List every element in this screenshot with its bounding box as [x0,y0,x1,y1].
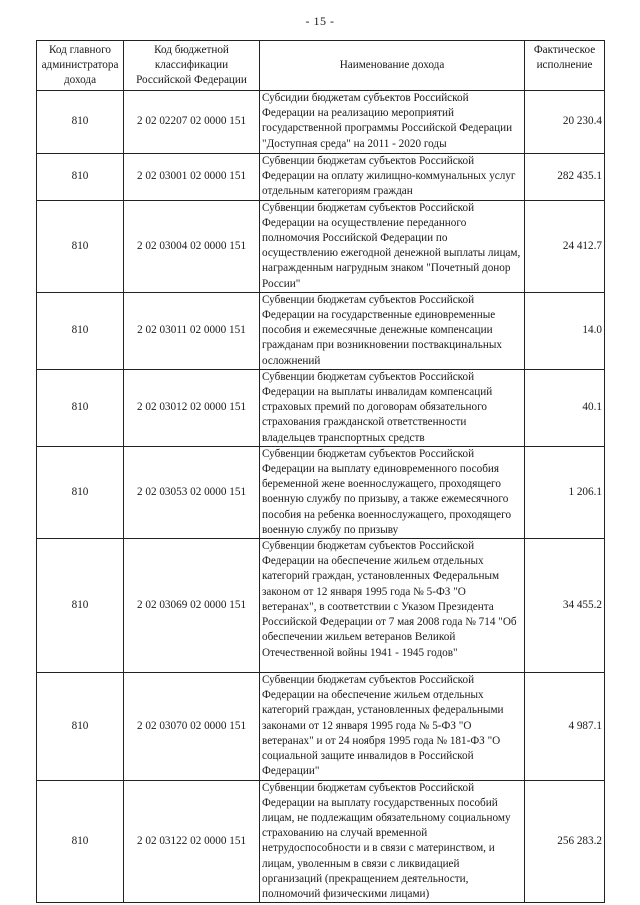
table-row [37,154,605,201]
revenue-name-cell: Субвенции бюджетам субъектов Российской Федерации на выплату единовременного пособия беременной жене военнослужащего, проходящего военную службу по призыву, а также ежемесячного пособия на ребенка военнослужащего, проходящего военную службу по призыву [260,446,525,538]
table-row [37,200,605,292]
admin-code-cell: 810 [37,91,124,154]
revenue-name-cell: Субвенции бюджетам субъектов Российской Федерации на выплаты инвалидам компенсаций страховых премий по договорам обязательного страхования гражданской ответственности владельцев транспортных средств [260,369,525,446]
revenue-name-cell: Субсидии бюджетам субъектов Российской Федерации на реализацию мероприятий государственной программы Российской Федерации "Доступная среда" на 2011 - 2020 годы [260,91,525,154]
budget-code-cell: 2 02 03122 02 0000 151 [124,780,260,903]
budget-code-cell: 2 02 03070 02 0000 151 [124,673,260,780]
amount-cell: 282 435.1 [525,154,605,201]
table-row [37,91,605,154]
amount-cell: 34 455.2 [525,539,605,673]
amount-cell: 1 206.1 [525,446,605,538]
budget-code-cell: 2 02 03069 02 0000 151 [124,539,260,673]
revenue-name-cell: Субвенции бюджетам субъектов Российской Федерации на осуществление переданного полномочия Российской Федерации по осуществлению ежегодной денежной выплаты лицам, награжденным нагрудным знаком "Почетный донор России" [260,200,525,292]
budget-code-cell: 2 02 03001 02 0000 151 [124,154,260,201]
header-actual-execution: Фактическое исполнение [525,41,605,91]
admin-code-cell: 810 [37,673,124,780]
revenue-table [36,40,605,903]
table-body [37,91,605,903]
admin-code-cell: 810 [37,154,124,201]
page-number: - 15 - [305,14,335,28]
table-header [37,41,605,91]
table-row [37,446,605,538]
header-revenue-name: Наименование дохода [260,41,525,91]
revenue-name-cell: Субвенции бюджетам субъектов Российской Федерации на обеспечение жильем отдельных категорий граждан, установленных Федеральным законом от 12 января 1995 года № 5-ФЗ "О ветеранах", в соответствии с Указом Президента Российской Федерации от 7 мая 2008 года № 714 "Об обеспечении жильем ветеранов Великой Отечественной войны 1941 - 1945 годов" [260,539,525,673]
table-row [37,369,605,446]
amount-cell: 4 987.1 [525,673,605,780]
amount-cell: 20 230.4 [525,91,605,154]
revenue-name-cell: Субвенции бюджетам субъектов Российской Федерации на обеспечение жильем отдельных категорий граждан, установленных федеральными законами от 12 января 1995 года № 5-ФЗ "О ветеранах" и от 24 ноября 1995 года № 181-ФЗ "О социальной защите инвалидов в Российской Федерации" [260,673,525,780]
amount-cell: 256 283.2 [525,780,605,903]
table-row [37,292,605,369]
revenue-name-cell: Субвенции бюджетам субъектов Российской Федерации на государственные единовременные пособия и ежемесячные денежные компенсации гражданам при возникновении поствакцинальных осложнений [260,292,525,369]
budget-code-cell: 2 02 02207 02 0000 151 [124,91,260,154]
budget-code-cell: 2 02 03011 02 0000 151 [124,292,260,369]
admin-code-cell: 810 [37,200,124,292]
admin-code-cell: 810 [37,780,124,903]
revenue-name-cell: Субвенции бюджетам субъектов Российской Федерации на оплату жилищно-коммунальных услуг отдельным категориям граждан [260,154,525,201]
amount-cell: 14.0 [525,292,605,369]
revenue-name-cell: Субвенции бюджетам субъектов Российской Федерации на выплату государственных пособий лицам, не подлежащим обязательному социальному страхованию на случай временной нетрудоспособности и в связи с материнством, и лицам, уволенным в связи с ликвидацией организаций (прекращением деятельности, полномочий физическими лицами) [260,780,525,903]
admin-code-cell: 810 [37,369,124,446]
budget-code-cell: 2 02 03012 02 0000 151 [124,369,260,446]
budget-code-cell: 2 02 03004 02 0000 151 [124,200,260,292]
amount-cell: 40.1 [525,369,605,446]
table-row [37,539,605,673]
amount-cell: 24 412.7 [525,200,605,292]
header-admin-code: Код главного администратора дохода [37,41,124,91]
admin-code-cell: 810 [37,292,124,369]
table-row [37,673,605,780]
table-row [37,780,605,903]
header-budget-code: Код бюджетной классификации Российской Федерации [124,41,260,91]
admin-code-cell: 810 [37,446,124,538]
budget-code-cell: 2 02 03053 02 0000 151 [124,446,260,538]
admin-code-cell: 810 [37,539,124,673]
